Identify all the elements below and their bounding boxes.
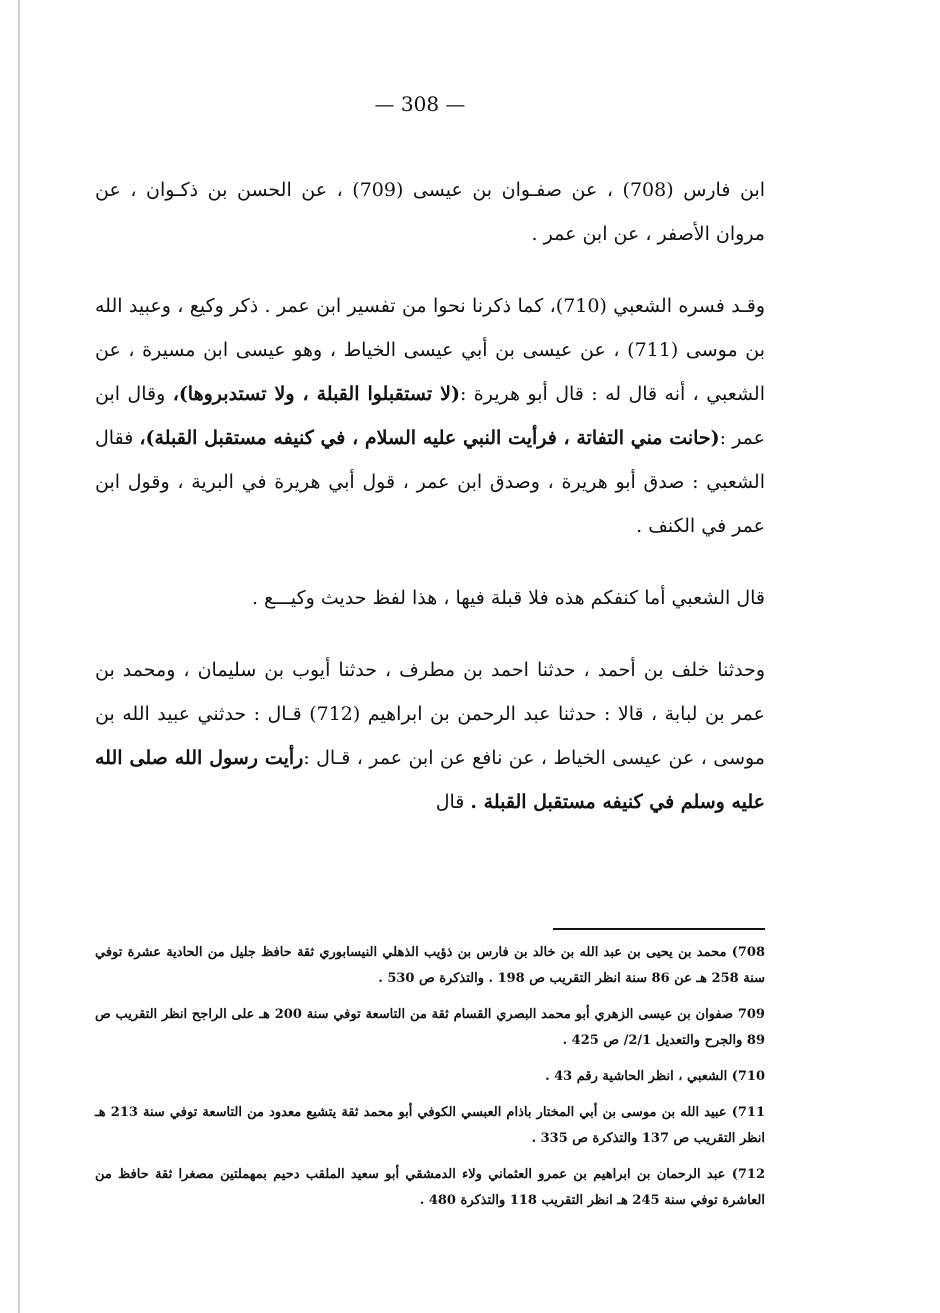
paragraph <box>95 168 765 256</box>
bold-quote: رأيت رسول الله صلى الله عليه وسلم في كنيفه مستقبل القبلة . <box>95 747 765 813</box>
footnotes <box>95 940 765 1224</box>
text-segment: قال الشعبي أما كنفكم هذه فلا قبلة فيها ، هذا لفظ حديث وكيـــع . <box>251 587 765 609</box>
text-segment: قال <box>435 791 471 813</box>
page-number: — 308 — <box>374 92 466 116</box>
page-edge <box>18 0 20 1313</box>
bold-quote: (لا تستقبلوا القبلة ، ولا تستدبروها)، <box>172 383 460 405</box>
body-text <box>95 168 765 824</box>
bold-quote: (حانت مني التفاتة ، فرأيت النبي عليه السلام ، في كنيفه مستقبل القبلة)، <box>139 427 720 449</box>
text-segment: فقال الشعبي : صدق أبو هريرة ، وصدق ابن عمر ، قول أبي هريرة في البرية ، وقول ابن عمر في الكنف . <box>95 427 765 537</box>
footnote: 711) عبيد الله بن موسى بن أبي المختار باذام العبسي الكوفي أبو محمد ثقة يتشيع معدود من التاسعة توفي سنة 213 هـ انظر التقريب ص 137 والتذكرة ص 335 . <box>95 1105 765 1146</box>
text-segment: ابن فارس (708) ، عن صفـوان بن عيسى (709) ، عن الحسن بن ذكـوان ، عن مروان الأصفر ، عن ابن عمر . <box>95 179 766 245</box>
footnote-rule <box>553 928 765 930</box>
text-segment: وقـد فسره الشعبي (710)، كما ذكرنا نحوا من تفسير ابن عمر . ذكر وكيع ، وعبيد الله بن موسى (711) ، عن عيسى بن أبي عيسى الخياط ، وهو عيسى ابن مسيرة ، عن الشعبي ، أنه قال له : قال أبو هريرة : <box>95 295 766 405</box>
footnote: 710) الشعبي ، انظر الحاشية رقم 43 . <box>545 1069 765 1084</box>
text-segment: وحدثنا خلف بن أحمد ، حدثنا احمد بن مطرف ، حدثنا أيوب بن سليمان ، ومحمد بن عمر بن لبابة ، قالا : حدثنا عبد الرحمن بن ابراهيم (712) قـال : حدثني عبيد الله بن موسى ، عن عيسى الخياط ، عن نافع عن ابن عمر ، قـال : <box>95 659 765 769</box>
paragraph <box>95 648 765 824</box>
paragraph <box>95 576 765 620</box>
footnote: 712) عبد الرحمان بن ابراهيم بن عمرو العثماني ولاء الدمشقي أبو سعيد الملقب دحيم بمهملتين مصغرا ثقة حافظ من العاشرة توفي سنة 245 هـ انظر التقريب 118 والتذكرة 480 . <box>95 1167 765 1208</box>
text-segment: وقال ابن عمر : <box>95 383 766 449</box>
footnote: 708) محمد بن يحيى بن عبد الله بن خالد بن فارس بن ذؤيب الذهلي النيسابوري ثقة حافظ جليل من الحادية عشرة توفي سنة 258 هـ عن 86 سنة انظر التقريب ص 198 . والتذكرة ص 530 . <box>95 945 765 986</box>
footnote: 709 صفوان بن عيسى الزهري أبو محمد البصري القسام ثقة من التاسعة توفي سنة 200 هـ على الراجح انظر التقريب ص 89 والجرح والتعديل 2/1/ ص 425 . <box>95 1007 765 1048</box>
paragraph <box>95 284 765 548</box>
